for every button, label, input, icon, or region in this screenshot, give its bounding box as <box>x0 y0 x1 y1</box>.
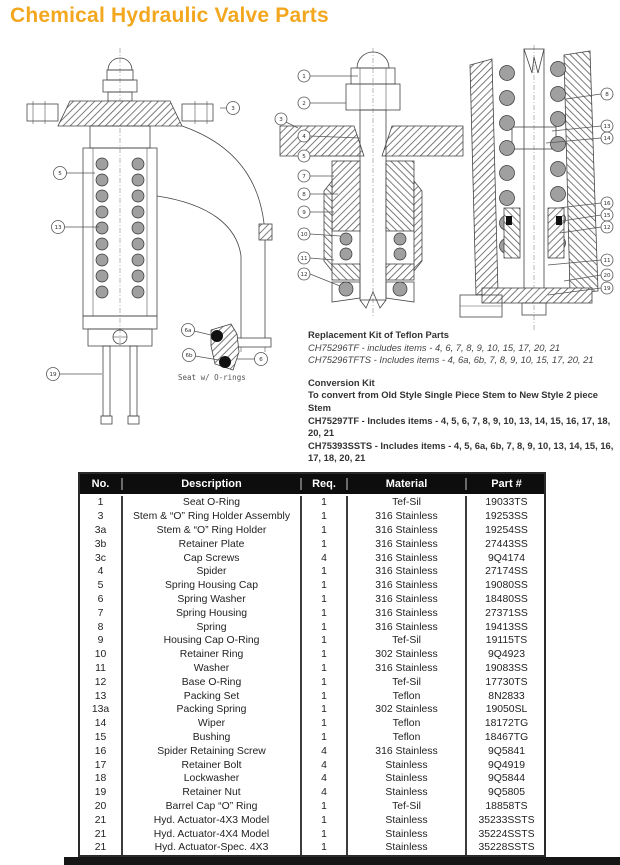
table-cell: Spring Housing Cap <box>121 579 300 593</box>
table-cell: 18 <box>94 773 107 785</box>
table-cell: 316 Stainless <box>346 524 465 538</box>
table-cell: Seat O-Ring <box>121 496 300 510</box>
table-row <box>80 772 544 786</box>
table-cell: 1 <box>300 662 346 676</box>
callout-label: 9 <box>302 210 306 217</box>
table-cell: 1 <box>300 606 346 620</box>
spacer <box>308 367 620 377</box>
callout-label: 2 <box>302 101 306 108</box>
table-row <box>80 537 544 551</box>
parts-table-header <box>80 474 544 496</box>
table-row <box>80 703 544 717</box>
table-cell: 1 <box>300 634 346 648</box>
table-row <box>80 689 544 703</box>
callout-label: 15 <box>603 213 611 220</box>
table-cell: 21 <box>94 842 107 854</box>
table-cell: 19254SS <box>465 524 546 538</box>
table-cell: Housing Cap O-Ring <box>121 634 300 648</box>
table-cell: 18172TG <box>465 717 546 731</box>
replacement-kit-line: CH75296TF - includes items - 4, 6, 7, 8, 9, 10, 15, 17, 20, 21 <box>308 341 561 353</box>
callout-label: 5 <box>58 171 62 178</box>
kit-info-block <box>308 329 620 465</box>
table-row <box>80 731 544 745</box>
table-row <box>80 662 544 676</box>
conversion-kit-line: CH75297TF - Includes items - 4, 5, 6, 7, 8, 9, 10, 13, 14, 15, 16, 17, 18, 20, 21 <box>308 414 611 439</box>
table-cell: Teflon <box>346 731 465 745</box>
table-cell: Stainless <box>346 813 465 827</box>
table-cell: 9Q5844 <box>465 772 546 786</box>
table-cell: 1 <box>300 620 346 634</box>
callout-label: 7 <box>302 174 306 181</box>
table-cell: 1 <box>300 496 346 510</box>
table-cell: 13a <box>91 704 110 716</box>
table-cell: 21 <box>94 814 107 826</box>
table-cell: 4 <box>300 786 346 800</box>
table-cell: 9Q4174 <box>465 551 546 565</box>
callout-label: 1 <box>302 74 306 81</box>
table-cell: Spider Retaining Screw <box>121 744 300 758</box>
valve-assembly-diagram <box>15 46 308 446</box>
table-cell: 8N2833 <box>465 689 546 703</box>
callout-label: 13 <box>54 225 62 232</box>
table-cell: Tef-Sil <box>346 675 465 689</box>
table-cell: Spider <box>121 565 300 579</box>
table-cell: Stainless <box>346 786 465 800</box>
table-cell: Washer <box>121 662 300 676</box>
table-cell: 19080SS <box>465 579 546 593</box>
table-row <box>80 800 544 814</box>
table-cell: Spring <box>121 620 300 634</box>
table-cell: Stem & “O” Ring Holder <box>121 524 300 538</box>
table-cell: 302 Stainless <box>346 648 465 662</box>
table-row <box>80 634 544 648</box>
table-row <box>80 579 544 593</box>
table-cell: 27174SS <box>465 565 546 579</box>
table-cell: 3b <box>94 538 107 550</box>
table-row <box>80 813 544 827</box>
table-row <box>80 648 544 662</box>
table-cell: Tef-Sil <box>346 800 465 814</box>
table-row <box>80 510 544 524</box>
table-cell: 316 Stainless <box>346 606 465 620</box>
table-cell: 316 Stainless <box>346 510 465 524</box>
callout-label: 3 <box>231 106 235 113</box>
column-header-req: Req. <box>300 478 346 490</box>
table-cell: 4 <box>300 744 346 758</box>
table-row <box>80 606 544 620</box>
table-cell: 316 Stainless <box>346 551 465 565</box>
table-cell: Spring Washer <box>121 593 300 607</box>
parts-table-body <box>80 496 544 855</box>
table-cell: 19050SL <box>465 703 546 717</box>
table-cell: 20 <box>94 800 107 812</box>
table-cell: Retainer Plate <box>121 537 300 551</box>
table-cell: 1 <box>300 579 346 593</box>
callout-label: 4 <box>302 134 306 141</box>
table-cell: Retainer Nut <box>121 786 300 800</box>
column-header-no: No. <box>91 478 110 490</box>
table-cell: 3a <box>94 524 107 536</box>
table-cell: 4 <box>300 758 346 772</box>
table-cell: 19253SS <box>465 510 546 524</box>
table-cell: Hyd. Actuator-Spec. 4X3 <box>121 841 300 855</box>
table-cell: Stainless <box>346 841 465 855</box>
table-cell: Retainer Bolt <box>121 758 300 772</box>
callout-label: 12 <box>603 225 611 232</box>
column-header-description: Description <box>121 478 300 490</box>
table-cell: 1 <box>97 497 104 509</box>
table-cell: 1 <box>300 524 346 538</box>
table-cell: 15 <box>94 731 107 743</box>
table-cell: 18467TG <box>465 731 546 745</box>
callout-label: 20 <box>603 273 611 280</box>
table-cell: 1 <box>300 565 346 579</box>
stem-packing-section-diagram <box>268 46 465 331</box>
callout-label: 5 <box>302 154 306 161</box>
table-cell: Packing Spring <box>121 703 300 717</box>
callout-label: 16 <box>603 201 611 208</box>
table-cell: 1 <box>300 841 346 855</box>
table-cell: 5 <box>97 580 104 592</box>
table-cell: Retainer Ring <box>121 648 300 662</box>
callout-label: 6b <box>185 353 193 360</box>
table-cell: 1 <box>300 731 346 745</box>
table-cell: 1 <box>300 648 346 662</box>
table-cell: 21 <box>94 828 107 840</box>
table-cell: 19083SS <box>465 662 546 676</box>
table-cell: 9Q5841 <box>465 744 546 758</box>
table-cell: 316 Stainless <box>346 593 465 607</box>
parts-table <box>78 472 546 857</box>
callout-label: 19 <box>603 286 611 293</box>
table-row <box>80 551 544 565</box>
replacement-kit-heading: Replacement Kit of Teflon Parts <box>308 329 449 340</box>
table-row <box>80 675 544 689</box>
callout-label: 19 <box>49 372 57 379</box>
callout-label: 8 <box>302 192 306 199</box>
table-cell: Hyd. Actuator-4X4 Model <box>121 827 300 841</box>
table-cell: Base O-Ring <box>121 675 300 689</box>
table-cell: 18480SS <box>465 593 546 607</box>
table-cell: Tef-Sil <box>346 634 465 648</box>
table-row <box>80 758 544 772</box>
table-cell: 1 <box>300 800 346 814</box>
table-row <box>80 496 544 510</box>
callout-label: 12 <box>300 272 308 279</box>
table-cell: 9 <box>97 635 104 647</box>
table-cell: 19 <box>94 787 107 799</box>
table-cell: 27443SS <box>465 537 546 551</box>
callout-packing <box>52 221 100 234</box>
table-cell: Teflon <box>346 689 465 703</box>
table-cell: Stem & “O” Ring Holder Assembly <box>121 510 300 524</box>
table-cell: 1 <box>300 510 346 524</box>
callout-retainer-nut <box>47 368 103 381</box>
conversion-kit-heading: Conversion Kit <box>308 376 375 388</box>
table-row <box>80 717 544 731</box>
table-cell: 35228SSTS <box>465 841 546 855</box>
table-cell: Lockwasher <box>121 772 300 786</box>
callout-spring-housing-cap <box>54 167 96 180</box>
table-cell: Hyd. Actuator-4X3 Model <box>121 813 300 827</box>
table-cell: 12 <box>94 676 107 688</box>
seat-inset <box>178 324 268 383</box>
table-cell: 1 <box>300 717 346 731</box>
table-cell: 27371SS <box>465 606 546 620</box>
table-cell: 9Q4923 <box>465 648 546 662</box>
callout-stem-assembly <box>220 102 240 115</box>
table-cell: 10 <box>94 649 107 661</box>
table-cell: 14 <box>94 718 107 730</box>
table-cell: 13 <box>94 690 107 702</box>
table-cell: Stainless <box>346 827 465 841</box>
table-row <box>80 786 544 800</box>
table-row <box>80 827 544 841</box>
table-cell: 19115TS <box>465 634 546 648</box>
table-cell: 9Q5805 <box>465 786 546 800</box>
table-row <box>80 565 544 579</box>
callout-label: 6 <box>259 357 263 364</box>
table-cell: 1 <box>300 813 346 827</box>
table-cell: Stainless <box>346 758 465 772</box>
table-cell: 16 <box>94 745 107 757</box>
table-cell: 1 <box>300 537 346 551</box>
table-cell: 3c <box>95 552 106 564</box>
callout-label: 11 <box>300 256 308 263</box>
table-cell: 19413SS <box>465 620 546 634</box>
table-cell: 9Q4919 <box>465 758 546 772</box>
table-cell: Wiper <box>121 717 300 731</box>
table-cell: 11 <box>95 662 106 674</box>
column-header-material: Material <box>346 478 465 490</box>
callout-label: 6a <box>184 328 192 335</box>
table-cell: 316 Stainless <box>346 579 465 593</box>
table-cell: Stainless <box>346 772 465 786</box>
page-footer-bar <box>64 857 620 865</box>
table-cell: 7 <box>97 607 104 619</box>
table-cell: 1 <box>300 827 346 841</box>
table-cell: 316 Stainless <box>346 537 465 551</box>
table-row <box>80 593 544 607</box>
table-cell: 316 Stainless <box>346 744 465 758</box>
table-cell: 1 <box>300 593 346 607</box>
table-cell: 316 Stainless <box>346 620 465 634</box>
seat-inset-caption: Seat w/ O-rings <box>178 373 246 382</box>
table-cell: 8 <box>97 621 104 633</box>
table-cell: Spring Housing <box>121 606 300 620</box>
table-cell: 302 Stainless <box>346 703 465 717</box>
callout-label: 3 <box>279 117 283 124</box>
table-cell: 19033TS <box>465 496 546 510</box>
table-cell: 35233SSTS <box>465 813 546 827</box>
table-cell: 1 <box>300 703 346 717</box>
conversion-kit-line: CH75393SSTS - Includes items - 4, 5, 6a, 6b, 7, 8, 9, 10, 13, 14, 15, 16, 17, 18, 20, 21 <box>308 439 614 464</box>
column-header-part: Part # <box>465 478 546 490</box>
table-cell: 4 <box>300 551 346 565</box>
table-row <box>80 744 544 758</box>
table-cell: 6 <box>97 593 104 605</box>
table-cell: Bushing <box>121 731 300 745</box>
table-cell: 316 Stainless <box>346 565 465 579</box>
table-row <box>80 841 544 855</box>
table-row <box>80 524 544 538</box>
callout-label: 11 <box>603 258 611 265</box>
table-cell: 4 <box>97 566 104 578</box>
table-cell: 1 <box>300 689 346 703</box>
spring-housing-section-diagram <box>452 43 620 333</box>
table-cell: 1 <box>300 675 346 689</box>
replacement-kit-line: CH75296TFTS - Includes items - 4, 6a, 6b, 7, 8, 9, 10, 15, 17, 20, 21 <box>308 354 594 366</box>
table-cell: Tef-Sil <box>346 496 465 510</box>
table-cell: 17730TS <box>465 675 546 689</box>
table-cell: Teflon <box>346 717 465 731</box>
table-cell: 35224SSTS <box>465 827 546 841</box>
callout-label: 14 <box>603 136 611 143</box>
table-cell: 4 <box>300 772 346 786</box>
housing-line-art <box>460 45 598 331</box>
table-cell: 18858TS <box>465 800 546 814</box>
page-title: Chemical Hydraulic Valve Parts <box>10 4 329 27</box>
table-cell: 3 <box>97 511 104 523</box>
callout-label: 8 <box>605 92 609 99</box>
callout-label: 10 <box>300 232 308 239</box>
table-cell: Packing Set <box>121 689 300 703</box>
callout-label: 13 <box>603 124 611 131</box>
table-cell: 17 <box>94 759 107 771</box>
table-cell: Cap Screws <box>121 551 300 565</box>
table-cell: 316 Stainless <box>346 662 465 676</box>
table-row <box>80 620 544 634</box>
table-cell: Barrel Cap “O” Ring <box>121 800 300 814</box>
conversion-kit-subheading: To convert from Old Style Single Piece Stem to New Style 2 piece Stem <box>308 389 599 413</box>
